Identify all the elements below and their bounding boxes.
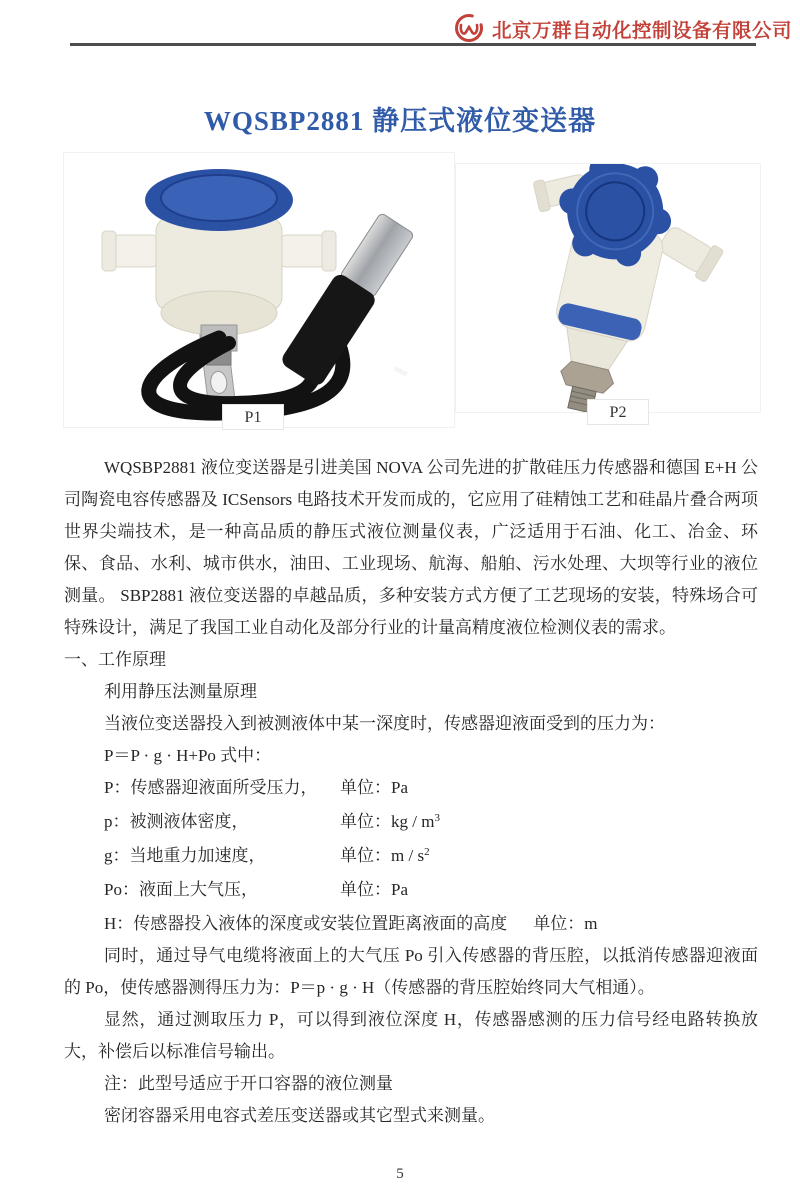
param-row-p (64, 806, 758, 840)
formula-line: P＝P · g · H+Po 式中： (104, 746, 272, 765)
header-divider (70, 43, 756, 46)
param-name: g：当地重力加速度， (104, 846, 266, 865)
unit-label: 单位： (340, 880, 391, 899)
product-photo-p2 (456, 164, 760, 412)
document-body (64, 452, 758, 1132)
unit-superscript: 3 (434, 812, 440, 824)
cable-tie (393, 366, 408, 377)
param-unit (340, 778, 408, 797)
paragraph-backpressure: 同时，通过导气电缆将液面上的大气压 Po 引入传感器的背压腔，以抵消传感器迎液面的 Po，使传感器测得压力为：P＝p · g · H（传感器的背压腔始终同大气相通）。 (64, 946, 758, 997)
param-name: Po：液面上大气压， (104, 880, 258, 899)
figure-label-p1: P1 (222, 404, 284, 430)
unit-value: kg / m (391, 812, 435, 831)
param-unit (340, 880, 408, 899)
param-name: H：传感器投入液体的深度或安装位置距离液面的高度 (104, 914, 508, 933)
unit-label: 单位： (340, 812, 391, 831)
company-name: 北京万群自动化控制设备有限公司 (492, 21, 793, 42)
product-figure-p2 (455, 163, 761, 413)
param-row-P (64, 772, 758, 806)
param-name: P：传感器迎液面所受压力， (104, 778, 318, 797)
principle-line-1: 利用静压法测量原理 (104, 682, 257, 701)
product-figure-p1 (63, 152, 455, 428)
page-title: WQSBP2881 静压式液位变送器 (203, 106, 597, 136)
param-row-g (64, 840, 758, 874)
param-name: p：被测液体密度， (104, 812, 249, 831)
unit-value: m (584, 914, 598, 933)
unit-value: m / s (391, 846, 425, 865)
company-logo-icon (452, 11, 486, 45)
page-number: 5 (396, 1166, 404, 1182)
note-line-2: 密闭容器采用电容式差压变送器或其它型式来测量。 (104, 1106, 495, 1125)
paragraph-output: 显然，通过测取压力 P，可以得到液位深度 H，传感器感测的压力信号经电路转换放大，补偿后以标准信号输出。 (64, 1010, 758, 1061)
intro-paragraph: WQSBP2881 液位变送器是引进美国 NOVA 公司先进的扩散硅压力传感器和德国 E+H 公司陶瓷电容传感器及 ICSensors 电路技术开发而成的，它应用了硅精蚀工艺和硅晶片叠合两项世界尖端技术，是一种高品质的静压式液位测量仪表，广泛适用于石油、化工、冶金、环保、食品、水利、城市供水，油田、工业现场、航海、船舶、污水处理、大坝等行业的液位测量。 SBP2881 液位变送器的卓越品质，多种安装方式方便了工艺现场的安装，特殊场合可特殊设计，满足了我国工业自动化及部分行业的计量高精度液位检测仪表的需求。 (64, 458, 758, 637)
unit-label: 单位： (340, 778, 391, 797)
unit-label: 单位： (340, 846, 391, 865)
param-unit (340, 846, 430, 865)
product-photo-p1 (64, 153, 454, 427)
unit-label: 单位： (533, 914, 585, 933)
figure-label-p2: P2 (587, 399, 649, 425)
unit-superscript: 2 (424, 846, 430, 858)
param-unit (533, 914, 597, 933)
note-line-1: 注：此型号适应于开口容器的液位测量 (104, 1074, 393, 1093)
param-row-H (64, 908, 758, 940)
unit-value: Pa (391, 880, 408, 899)
section-heading: 一、工作原理 (64, 650, 166, 669)
unit-value: Pa (391, 778, 408, 797)
principle-line-2: 当液位变送器投入到被测液体中某一深度时，传感器迎液面受到的压力为： (104, 714, 665, 733)
param-unit (340, 812, 440, 831)
param-row-Po (64, 874, 758, 908)
